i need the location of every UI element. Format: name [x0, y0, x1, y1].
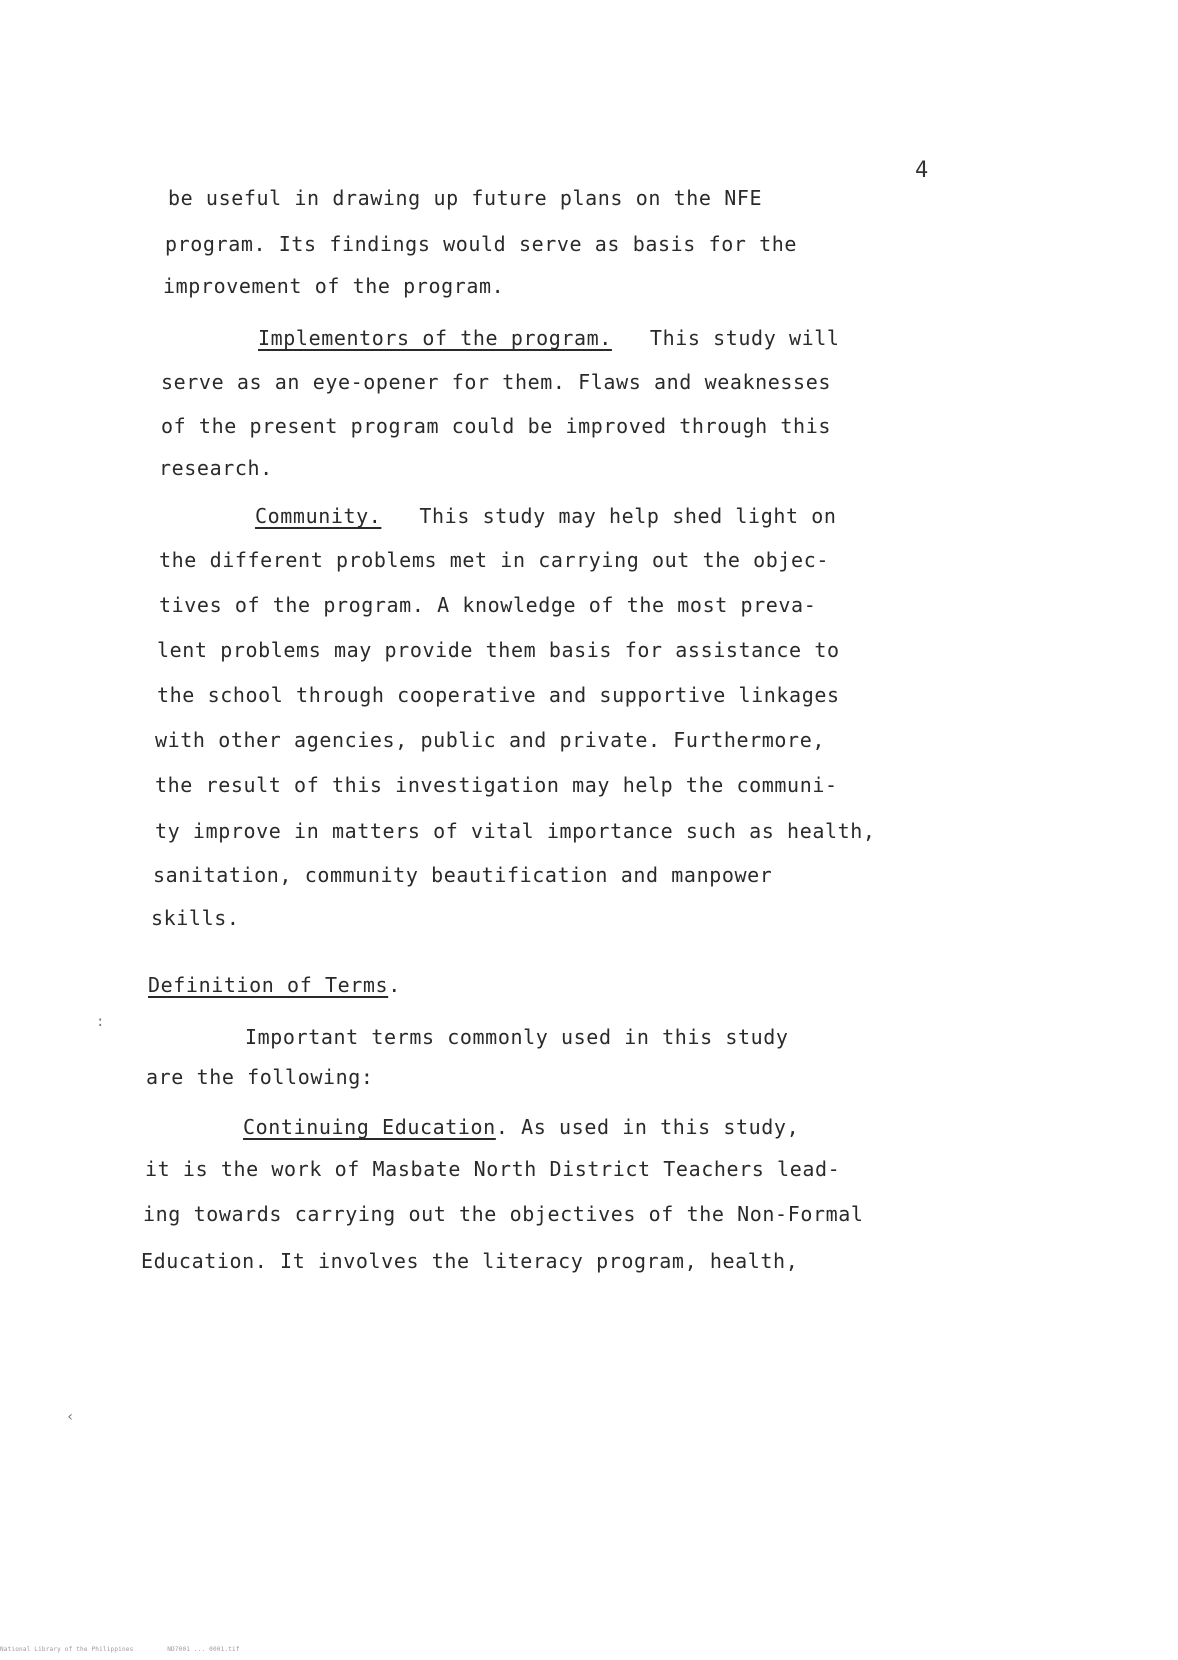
text-line: serve as an eye-opener for them. Flaws and weaknesses: [161, 370, 831, 394]
section-heading-period: .: [388, 973, 401, 997]
text-line: the result of this investigation may help the communi-: [155, 773, 838, 797]
scan-footer: [0, 1646, 1178, 1660]
text-line: be useful in drawing up future plans on the NFE: [168, 186, 763, 210]
text-line: it is the work of Masbate North District Teachers lead-: [145, 1157, 841, 1181]
text-line: program. Its findings would serve as basis for the: [165, 232, 798, 256]
section-heading: [148, 972, 401, 998]
footer-right: ND7001 ... 0001.tif: [167, 1646, 240, 1653]
text-line: skills.: [151, 906, 240, 930]
text-line: the different problems met in carrying out the objec-: [159, 548, 829, 572]
text-line: research.: [159, 456, 273, 480]
text-line-rest: . As used in this study,: [495, 1115, 800, 1139]
margin-mark: ‹: [66, 1409, 75, 1425]
text-line: with other agencies, public and private. Furthermore,: [155, 728, 825, 752]
subheading-community: Community.: [255, 504, 382, 528]
text-line: of the present program could be improved through this: [161, 414, 831, 438]
text-line: sanitation, community beautification and manpower: [153, 863, 773, 887]
text-line: the school through cooperative and supportive linkages: [157, 683, 840, 707]
text-line-rest: This study will: [649, 326, 840, 350]
text-line: tives of the program. A knowledge of the most preva-: [159, 593, 817, 617]
text-line-rest: This study may help shed light on: [419, 504, 837, 528]
text-line: [255, 503, 837, 529]
text-line: [258, 325, 840, 351]
text-line: improvement of the program.: [163, 274, 505, 298]
text-line: ty improve in matters of vital importance such as health,: [155, 819, 876, 843]
text-line: [243, 1114, 799, 1140]
text-line: Important terms commonly used in this study: [245, 1025, 789, 1049]
section-heading-definition-of-terms: Definition of Terms: [148, 973, 389, 997]
subheading-continuing-education: Continuing Education: [243, 1115, 496, 1139]
text-line: Education. It involves the literacy program, health,: [141, 1249, 799, 1273]
subheading-implementors: Implementors of the program.: [258, 326, 612, 350]
footer-left: National Library of the Philippines: [0, 1646, 134, 1653]
text-line: are the following:: [146, 1065, 374, 1089]
margin-mark: :: [96, 1014, 105, 1030]
text-line: ing towards carrying out the objectives of the Non-Formal: [143, 1202, 864, 1226]
text-line: lent problems may provide them basis for assistance to: [157, 638, 840, 662]
page-number: 4: [915, 158, 929, 183]
